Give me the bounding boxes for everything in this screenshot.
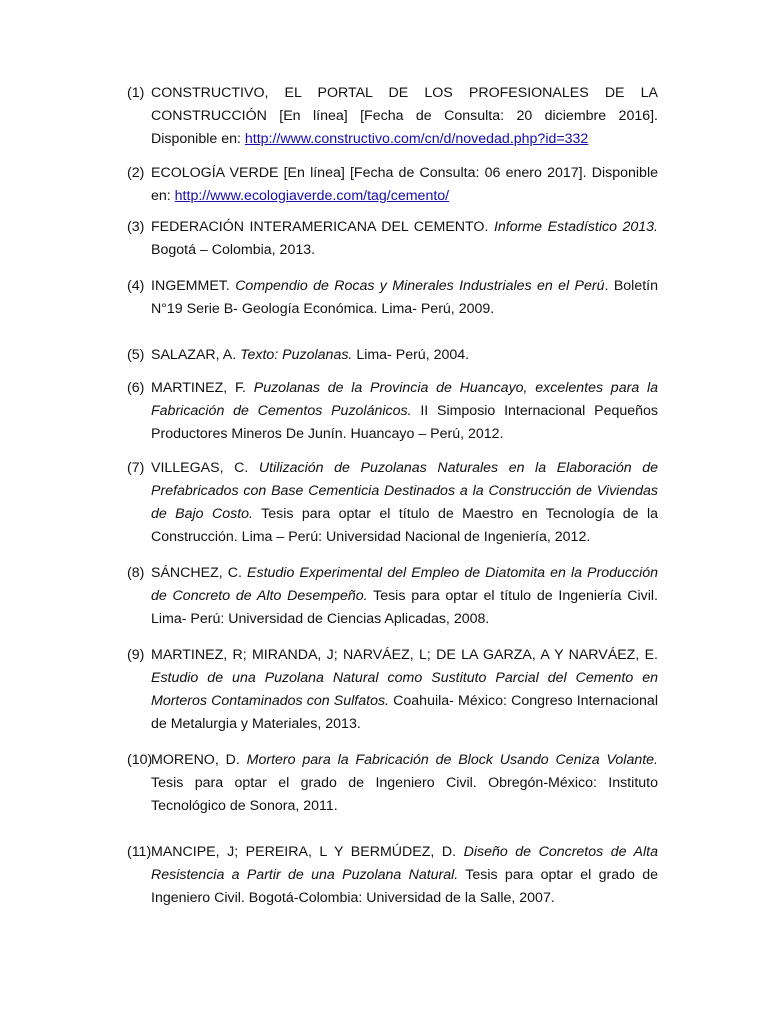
reference-number: (4)	[127, 278, 145, 294]
reference-number: (2)	[127, 165, 145, 181]
reference-item	[127, 216, 658, 262]
reference-link[interactable]: http://www.constructivo.com/cn/d/novedad.php?id=332	[244, 131, 589, 147]
reference-text: SALAZAR, A. Texto: Puzolanas. Lima- Perú, 2004.	[151, 347, 470, 363]
reference-item	[127, 644, 658, 736]
reference-link[interactable]: http://www.ecologiaverde.com/tag/cemento/	[174, 188, 450, 204]
reference-number: (5)	[127, 347, 145, 363]
reference-text: MARTINEZ, R; MIRANDA, J; NARVÁEZ, L; DE LA GARZA, A Y NARVÁEZ, E. Estudio de una Puzolana Natural como Sustituto Parcial del Cemento en Morteros Contaminados con Sulfatos. Coahuila- México: Congreso Internacional de Metalurgia y Materiales, 2013.	[151, 647, 658, 732]
reference-item	[127, 749, 658, 818]
reference-item	[127, 82, 658, 151]
reference-text: FEDERACIÓN INTERAMERICANA DEL CEMENTO. Informe Estadístico 2013. Bogotá – Colombia, 2013.	[151, 219, 658, 258]
reference-text: MORENO, D. Mortero para la Fabricación de Block Usando Ceniza Volante. Tesis para optar el grado de Ingeniero Civil. Obregón-México: Instituto Tecnológico de Sonora, 2011.	[151, 752, 658, 814]
reference-number: (3)	[127, 219, 145, 235]
reference-item	[127, 457, 658, 549]
reference-item	[127, 841, 658, 910]
reference-text: INGEMMET. Compendio de Rocas y Minerales Industriales en el Perú. Boletín N°19 Serie B- Geología Económica. Lima- Perú, 2009.	[151, 278, 658, 317]
reference-text: CONSTRUCTIVO, EL PORTAL DE LOS PROFESIONALES DE LA CONSTRUCCIÓN [En línea] [Fecha de Consulta: 20 diciembre 2016]. Disponible en: http://www.constructivo.com/cn/d/novedad.php?id=332	[151, 85, 658, 147]
reference-text: ECOLOGÍA VERDE [En línea] [Fecha de Consulta: 06 enero 2017]. Disponible en: http://www.ecologiaverde.com/tag/cemento/	[151, 165, 658, 204]
reference-number: (6)	[127, 380, 145, 396]
reference-text: SÁNCHEZ, C. Estudio Experimental del Empleo de Diatomita en la Producción de Concreto de Alto Desempeño. Tesis para optar el título de Ingeniería Civil. Lima- Perú: Universidad de Ciencias Aplicadas, 2008.	[151, 565, 658, 627]
reference-number: (7)	[127, 460, 145, 476]
reference-item	[127, 162, 658, 208]
reference-text: MANCIPE, J; PEREIRA, L Y BERMÚDEZ, D. Diseño de Concretos de Alta Resistencia a Partir de una Puzolana Natural. Tesis para optar el grado de Ingeniero Civil. Bogotá-Colombia: Universidad de la Salle, 2007.	[151, 844, 658, 906]
reference-number: (8)	[127, 565, 145, 581]
reference-item	[127, 377, 658, 446]
reference-text: MARTINEZ, F. Puzolanas de la Provincia de Huancayo, excelentes para la Fabricación de Cementos Puzolánicos. II Simposio Internacional Pequeños Productores Mineros De Junín. Huancayo – Perú, 2012.	[151, 380, 659, 442]
reference-number: (11)	[127, 844, 152, 860]
reference-number: (10)	[127, 752, 153, 768]
reference-text: VILLEGAS, C. Utilización de Puzolanas Naturales en la Elaboración de Prefabricados con Base Cementicia Destinados a la Construcción de Viviendas de Bajo Costo. Tesis para optar el título de Maestro en Tecnología de la Construcción. Lima – Perú: Universidad Nacional de Ingeniería, 2012.	[151, 460, 658, 545]
reference-item	[127, 275, 658, 321]
reference-number: (1)	[127, 85, 145, 101]
reference-number: (9)	[127, 647, 145, 663]
reference-item	[127, 562, 658, 631]
reference-item	[127, 344, 658, 367]
